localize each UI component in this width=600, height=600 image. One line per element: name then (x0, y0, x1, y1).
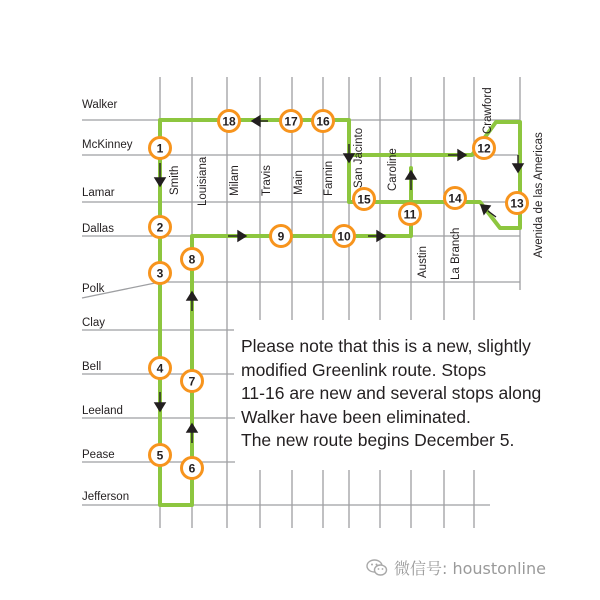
svg-text:5: 5 (156, 448, 164, 463)
svg-text:10: 10 (337, 229, 351, 244)
label-dallas: Dallas (82, 223, 114, 235)
svg-text:6: 6 (188, 461, 196, 476)
label-avenida: Avenida de las Americas (533, 132, 545, 258)
stop-4[interactable] (150, 358, 171, 379)
label-milam: Milam (229, 165, 241, 196)
svg-text:15: 15 (357, 192, 371, 207)
watermark (366, 556, 546, 579)
arrow-up-louisiana-low (187, 424, 197, 443)
notice-line-3: 11-16 are new and several stops along (241, 383, 542, 403)
svg-text:8: 8 (188, 252, 196, 267)
label-austin: Austin (417, 246, 429, 278)
svg-text:3: 3 (156, 266, 164, 281)
svg-text:12: 12 (477, 141, 491, 156)
stop-15[interactable] (354, 189, 375, 210)
arrow-down-mckinney (155, 163, 165, 186)
label-caroline: Caroline (387, 148, 399, 191)
svg-text:16: 16 (316, 114, 330, 129)
watermark-text: 微信号: houstonline (394, 559, 546, 578)
label-jefferson: Jefferson (82, 491, 130, 503)
stop-14[interactable] (445, 188, 466, 209)
stop-13[interactable] (507, 193, 528, 214)
svg-text:9: 9 (277, 229, 285, 244)
label-main: Main (293, 170, 305, 195)
label-san-jacinto: San Jacinto (353, 127, 365, 188)
svg-text:18: 18 (222, 114, 236, 129)
label-pease: Pease (82, 449, 115, 461)
street-grid-under-notice (230, 330, 234, 374)
stop-12[interactable] (474, 138, 495, 159)
arrow-left-walker (252, 116, 268, 126)
label-travis: Travis (261, 165, 273, 196)
label-walker: Walker (82, 99, 118, 111)
arrow-right-mckinney (448, 150, 466, 160)
label-lamar: Lamar (82, 187, 115, 199)
stop-9[interactable] (271, 226, 292, 247)
label-polk: Polk (82, 283, 105, 295)
label-smith: Smith (169, 165, 181, 195)
svg-text:13: 13 (510, 196, 524, 211)
stop-1[interactable] (150, 138, 171, 159)
stop-18[interactable] (219, 111, 240, 132)
label-crawford: Crawford (482, 87, 494, 134)
stop-6[interactable] (182, 458, 203, 479)
arrow-up-louisiana-high (187, 292, 197, 311)
label-clay: Clay (82, 317, 106, 329)
stop-5[interactable] (150, 445, 171, 466)
stop-3[interactable] (150, 263, 171, 284)
svg-text:7: 7 (188, 374, 196, 389)
svg-text:14: 14 (448, 191, 462, 206)
svg-text:4: 4 (156, 361, 164, 376)
street-labels-horizontal (82, 99, 133, 503)
svg-text:17: 17 (284, 114, 298, 129)
svg-text:1: 1 (156, 141, 164, 156)
label-la-branch: La Branch (450, 227, 462, 280)
svg-text:2: 2 (156, 220, 164, 235)
arrow-up-austin (406, 171, 416, 190)
label-louisiana: Louisiana (197, 156, 209, 206)
notice-line-2: modified Greenlink route. Stops (241, 359, 487, 380)
arrow-right-dallas-a (228, 231, 246, 241)
stop-11[interactable] (400, 204, 421, 225)
stop-10[interactable] (334, 226, 355, 247)
notice-line-4: Walker have been eliminated. (241, 406, 471, 427)
route-change-notice (241, 335, 591, 453)
stop-2[interactable] (150, 217, 171, 238)
label-mckinney: McKinney (82, 139, 133, 151)
stop-8[interactable] (182, 249, 203, 270)
notice-line-5: The new route begins December 5. (241, 430, 515, 450)
label-leeland: Leeland (82, 405, 123, 417)
stop-7[interactable] (182, 371, 203, 392)
svg-text:11: 11 (403, 207, 417, 222)
arrow-right-dallas-b (368, 231, 385, 241)
notice-line-1: Please note that this is a new, slightly (241, 336, 531, 356)
stop-16[interactable] (313, 111, 334, 132)
label-fannin: Fannin (323, 160, 335, 196)
stop-17[interactable] (281, 111, 302, 132)
label-bell: Bell (82, 361, 102, 373)
arrow-down-bell (155, 392, 165, 411)
wechat-icon (366, 559, 388, 577)
